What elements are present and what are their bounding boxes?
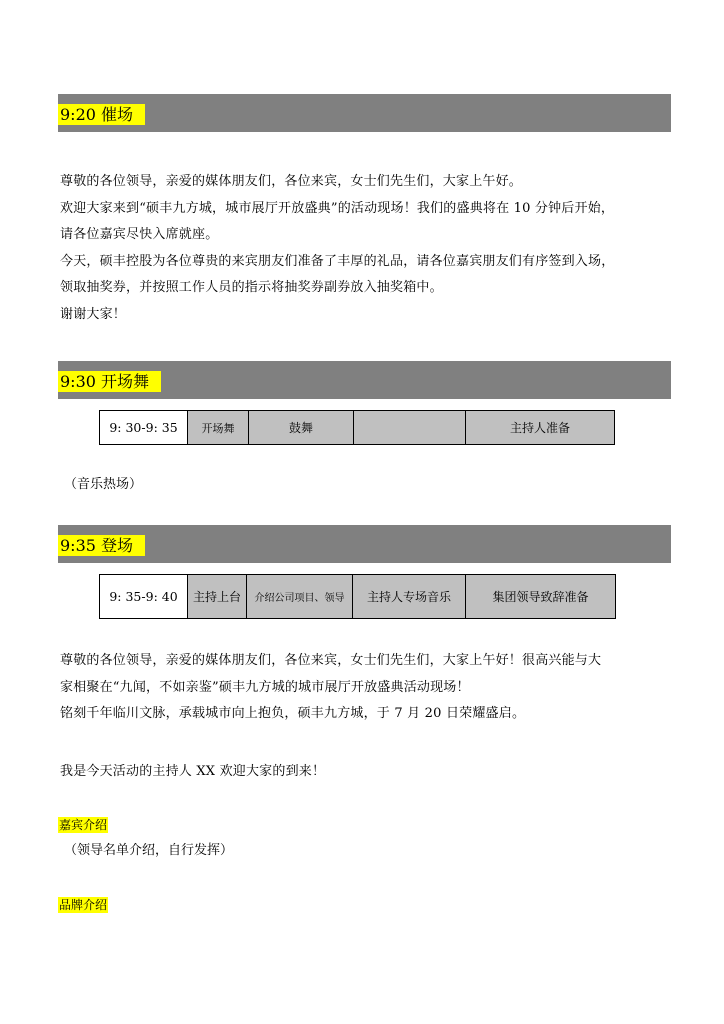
text-line: 欢迎大家来到“硕丰九方城，城市展厅开放盛典”的活动现场！我们的盛典将在 10 分钟后开始， bbox=[60, 200, 615, 216]
text-line: 铭刻千年临川文脉，承载城市向上抱负，硕丰九方城，于 7 月 20 日荣耀盛启。 bbox=[60, 706, 526, 721]
schedule-cell: 集团领导致辞准备 bbox=[466, 575, 616, 619]
schedule-cell: 主持上台 bbox=[188, 575, 247, 619]
schedule-cell: 主持人准备 bbox=[466, 411, 615, 445]
schedule-time: 9: 35-9: 40 bbox=[100, 575, 188, 619]
schedule-cell: 开场舞 bbox=[188, 411, 249, 445]
schedule-cell: 鼓舞 bbox=[249, 411, 354, 445]
text-line: 谢谢大家！ bbox=[60, 306, 127, 322]
host-intro-line: 我是今天活动的主持人 XX 欢迎大家的到来！ bbox=[60, 764, 326, 779]
section-heading-0935: 9:35 登场 bbox=[58, 535, 145, 556]
section-heading-0920: 9:20 催场 bbox=[58, 104, 145, 125]
text-line: 家相聚在“九闻，不如亲鉴”硕丰九方城的城市展厅开放盛典活动现场！ bbox=[60, 679, 470, 695]
schedule-cell: 介绍公司项目、领导 bbox=[247, 575, 353, 619]
text-line: 领取抽奖券，并按照工作人员的指示将抽奖券副券放入抽奖箱中。 bbox=[60, 280, 443, 295]
music-note: （音乐热场） bbox=[64, 477, 143, 492]
schedule-table-0930 bbox=[99, 410, 615, 445]
welcome-paragraph bbox=[60, 648, 684, 728]
text-line: 尊敬的各位领导，亲爱的媒体朋友们，各位来宾，女士们先生们，大家上午好！很高兴能与大 bbox=[60, 653, 602, 668]
section-header-bar bbox=[58, 361, 671, 399]
section-header-bar bbox=[58, 525, 671, 563]
section-header-bar bbox=[58, 94, 671, 132]
schedule-table-0935 bbox=[99, 574, 616, 619]
guest-intro-title: 嘉宾介绍 bbox=[59, 818, 108, 832]
text-line: 今天，硕丰控股为各位尊贵的来宾朋友们准备了丰厚的礼品，请各位嘉宾朋友们有序签到入场， bbox=[60, 253, 615, 269]
section-heading-0930: 9:30 开场舞 bbox=[58, 371, 161, 392]
brand-intro-title: 品牌介绍 bbox=[59, 898, 108, 912]
text-line: 尊敬的各位领导，亲爱的媒体朋友们，各位来宾，女士们先生们，大家上午好。 bbox=[60, 174, 523, 189]
schedule-time: 9: 30-9: 35 bbox=[100, 411, 188, 445]
guest-intro-note: （领导名单介绍，自行发挥） bbox=[64, 843, 234, 858]
schedule-cell bbox=[354, 411, 466, 445]
schedule-cell: 主持人专场音乐 bbox=[353, 575, 466, 619]
opening-call-paragraph bbox=[60, 169, 684, 328]
text-line: 请各位嘉宾尽快入席就座。 bbox=[60, 227, 219, 242]
